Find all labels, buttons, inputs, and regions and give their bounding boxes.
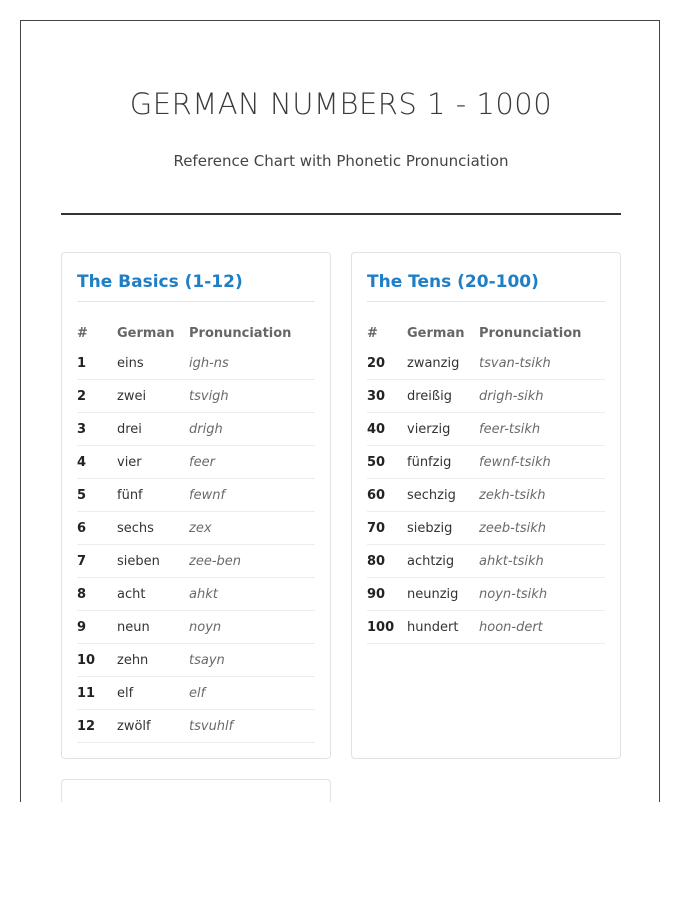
row-pronunciation: elf [189, 685, 206, 701]
row-german: sieben [117, 553, 160, 569]
row-pronunciation: noyn-tsikh [479, 586, 548, 602]
row-number: 9 [77, 619, 87, 635]
row-number: 4 [77, 454, 87, 470]
row-number: 12 [77, 718, 96, 734]
table-row [77, 677, 315, 710]
row-german: neun [117, 619, 150, 635]
row-german: zwei [117, 388, 147, 404]
table-row [77, 710, 315, 743]
reference-sheet [20, 20, 660, 802]
table-row [367, 347, 605, 380]
column-header-pronunciation: Pronunciation [189, 325, 292, 341]
page-title: GERMAN NUMBERS 1 - 1000 [129, 87, 553, 121]
row-pronunciation: tsvan-tsikh [479, 355, 551, 371]
row-number: 10 [77, 652, 96, 668]
row-pronunciation: noyn [189, 619, 222, 635]
row-number: 70 [367, 520, 386, 536]
row-german: hundert [407, 619, 459, 635]
row-pronunciation: ahkt [189, 586, 218, 602]
table-row [367, 479, 605, 512]
column-header-german: German [117, 325, 175, 341]
basics-card [61, 252, 331, 759]
row-number: 5 [77, 487, 87, 503]
row-german: fünf [117, 487, 143, 503]
row-number: 2 [77, 388, 87, 404]
table-row [367, 578, 605, 611]
basics-card-title: The Basics (1-12) [77, 272, 315, 302]
tens-card [351, 252, 621, 759]
table-row [367, 512, 605, 545]
row-pronunciation: zeeb-tsikh [479, 520, 547, 536]
table-row [367, 446, 605, 479]
row-pronunciation: feer-tsikh [479, 421, 541, 437]
row-number: 20 [367, 355, 386, 371]
row-german: siebzig [407, 520, 453, 536]
column-header-pronunciation: Pronunciation [479, 325, 582, 341]
table-row [77, 578, 315, 611]
row-number: 50 [367, 454, 386, 470]
row-pronunciation: drigh-sikh [479, 388, 544, 404]
tens-table [367, 319, 605, 644]
tens-card-title: The Tens (20-100) [367, 272, 605, 302]
table-row [77, 380, 315, 413]
table-row [77, 479, 315, 512]
basics-table [77, 319, 315, 743]
page-subtitle: Reference Chart with Phonetic Pronunciation [173, 152, 509, 170]
table-row [77, 446, 315, 479]
row-number: 30 [367, 388, 386, 404]
row-number: 40 [367, 421, 386, 437]
column-header-number: # [77, 325, 88, 341]
row-german: sechzig [407, 487, 456, 503]
table-row [367, 611, 605, 644]
row-pronunciation: igh-ns [189, 355, 229, 371]
row-pronunciation: zee-ben [189, 553, 241, 569]
row-pronunciation: zekh-tsikh [479, 487, 546, 503]
row-number: 90 [367, 586, 386, 602]
column-header-german: German [407, 325, 465, 341]
table-row [367, 380, 605, 413]
row-german: drei [117, 421, 142, 437]
row-german: achtzig [407, 553, 455, 569]
row-pronunciation: fewnf-tsikh [479, 454, 551, 470]
row-pronunciation: tsvigh [189, 388, 229, 404]
row-german: eins [117, 355, 144, 371]
row-german: sechs [117, 520, 154, 536]
page-header [61, 21, 621, 215]
row-pronunciation: feer [189, 454, 215, 470]
row-german: neunzig [407, 586, 459, 602]
table-row [77, 347, 315, 380]
row-pronunciation: hoon-dert [479, 619, 543, 635]
table-row [77, 644, 315, 677]
row-pronunciation: ahkt-tsikh [479, 553, 544, 569]
row-number: 80 [367, 553, 386, 569]
row-german: elf [117, 685, 134, 701]
row-german: zehn [117, 652, 149, 668]
row-number: 7 [77, 553, 87, 569]
row-number: 6 [77, 520, 87, 536]
row-number: 1 [77, 355, 87, 371]
row-german: zwölf [117, 718, 151, 734]
row-pronunciation: tsayn [189, 652, 225, 668]
tens-table-header [367, 319, 605, 347]
row-number: 11 [77, 685, 96, 701]
table-row [367, 413, 605, 446]
row-german: vier [117, 454, 142, 470]
row-number: 8 [77, 586, 87, 602]
row-number: 60 [367, 487, 386, 503]
table-row [367, 545, 605, 578]
row-german: dreißig [407, 388, 452, 404]
row-german: acht [117, 586, 146, 602]
table-row [77, 512, 315, 545]
row-german: vierzig [407, 421, 451, 437]
row-pronunciation: drigh [189, 421, 223, 437]
row-pronunciation: zex [189, 520, 212, 536]
row-pronunciation: fewnf [189, 487, 226, 503]
row-german: zwanzig [407, 355, 460, 371]
row-pronunciation: tsvuhlf [189, 718, 234, 734]
third-card [61, 779, 331, 802]
table-row [77, 413, 315, 446]
row-number: 3 [77, 421, 87, 437]
row-number: 100 [367, 619, 395, 635]
row-german: fünfzig [407, 454, 452, 470]
column-header-number: # [367, 325, 378, 341]
table-row [77, 545, 315, 578]
table-row [77, 611, 315, 644]
basics-table-header [77, 319, 315, 347]
